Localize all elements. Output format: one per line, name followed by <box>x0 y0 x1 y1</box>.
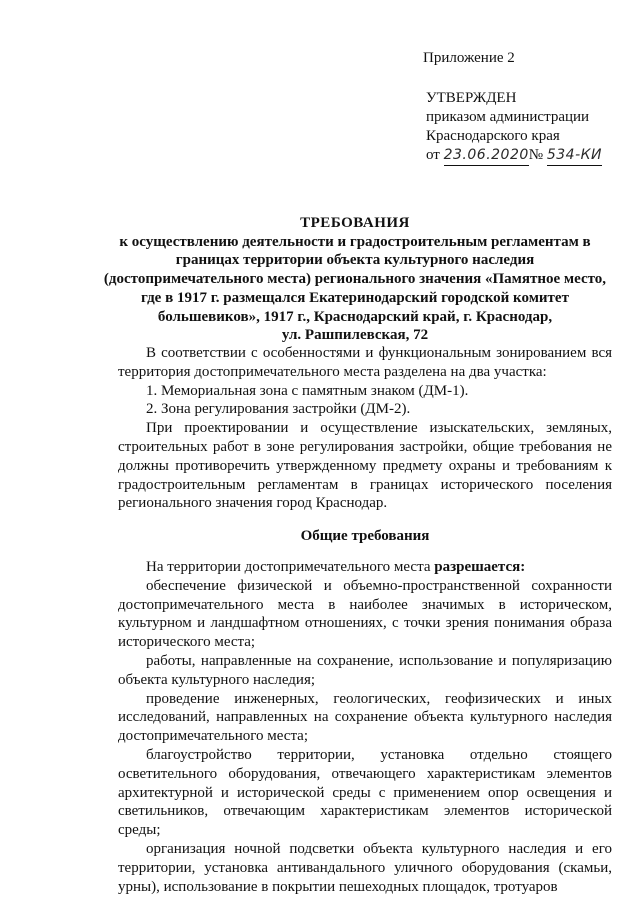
permitted-text: На территории достопримечательного места <box>146 558 435 575</box>
handwritten-number: 534-КИ <box>547 146 602 166</box>
document-title <box>85 214 625 345</box>
paragraph-preservation: обеспечение физической и объемно-пространственной сохранности достопримечательного места в наиболее значимых в историческом, культурном и ландшафтном отношениях, с точки зрения понимания образа исторического места; <box>118 577 612 651</box>
paragraph-design-requirements: При проектировании и осуществление изыскательских, земляных, строительных работ в зоне регулирования застройки, общие требования не должны противоречить утвержденному предмету охраны и требованиям к градостроительным регламентам в границах исторического поселения регионального значения город Краснодар. <box>118 420 612 512</box>
paragraph-zone-2: 2. Зона регулирования застройки (ДМ-2). <box>146 401 411 418</box>
appendix-label: Приложение 2 <box>423 50 515 66</box>
paragraph-zoning: В соответствии с особенностями и функциональным зонированием вся территория достопримечательного места разделена на два участка: <box>118 345 612 380</box>
title-line-4: где в 1917 г. размещался Екатеринодарский городской комитет <box>141 289 569 306</box>
approved-label: УТВЕРЖДЕН <box>426 90 517 106</box>
title-line-5: большевиков», 1917 г., Краснодарский край, г. Краснодар, <box>157 308 553 325</box>
paragraph-lighting: организация ночной подсветки объекта культурного наследия и его территории, установка антивандального уличного оборудования (скамьи, урны), использование в покрытии пешеходных площадок, тротуаров <box>118 840 612 895</box>
paragraph-landscaping: благоустройство территории, установка отдельно стоящего осветительного оборудования, отвечающего характеристикам элементов архитектурной и исторической среды с применением опор освещения и светильников, отвечающим характеристикам элементов исторической среды; <box>118 746 612 839</box>
document-body <box>118 344 612 896</box>
approval-block <box>426 89 602 166</box>
order-date-line <box>426 146 602 166</box>
section-heading: Общие требования <box>300 528 430 545</box>
handwritten-date: 23.06.2020 <box>444 146 529 166</box>
number-sign: № <box>528 147 544 163</box>
paragraph-works: работы, направленные на сохранение, использование и популяризацию объекта культурного наследия; <box>118 652 612 688</box>
title-line-6: ул. Рашпилевская, 72 <box>281 327 429 344</box>
order-line-2: Краснодарского края <box>426 128 560 144</box>
date-prefix: от <box>426 147 440 163</box>
paragraph-research: проведение инженерных, геологических, геофизических и иных исследований, направленных на сохранение объекта культурного наследия достопримечательного места; <box>118 690 612 745</box>
paragraph-permitted <box>118 558 612 577</box>
paragraph-zone-1: 1. Мемориальная зона с памятным знаком (ДМ-1). <box>146 382 469 399</box>
title-line-2: границах территории объекта культурного наследия <box>175 252 535 269</box>
title-line-1: к осуществлению деятельности и градостроительным регламентам в <box>119 233 591 250</box>
permitted-bold: разрешается: <box>434 558 526 575</box>
title-heading: ТРЕБОВАНИЯ <box>300 215 410 231</box>
order-line-1: приказом администрации <box>426 109 590 125</box>
title-line-3: (достопримечательного места) регионального значения «Памятное место, <box>103 271 607 288</box>
